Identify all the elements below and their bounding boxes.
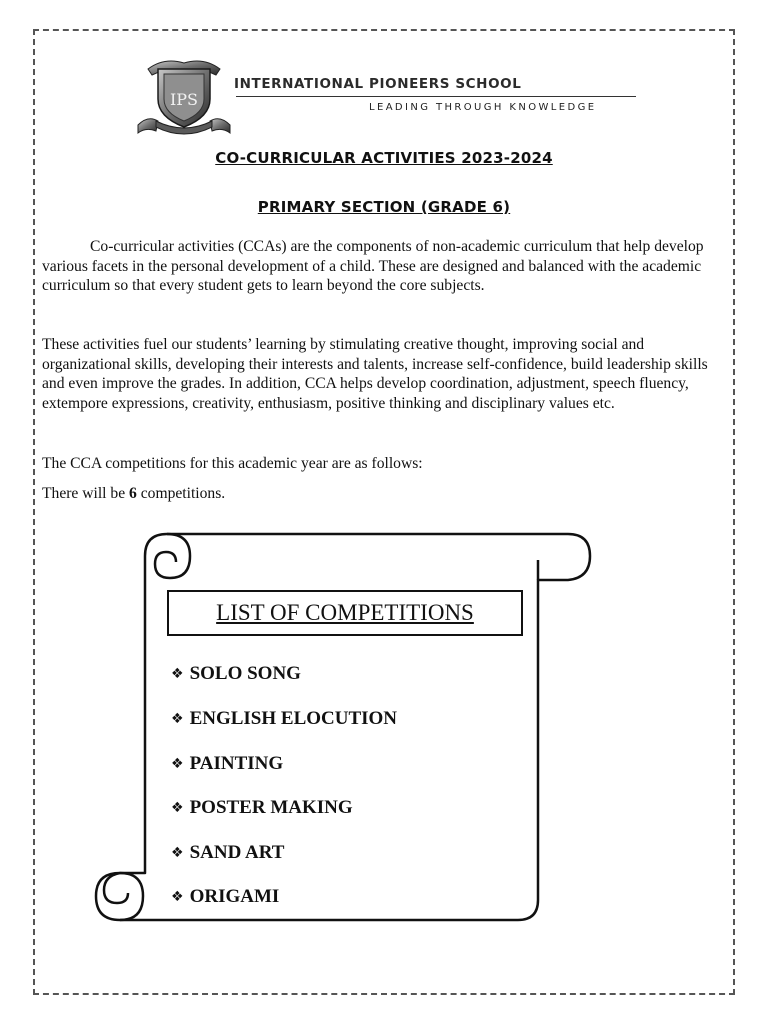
- competitions-intro: The CCA competitions for this academic year are as follows:: [42, 455, 423, 472]
- list-item: [171, 797, 353, 819]
- list-item: [171, 753, 283, 775]
- benefits-paragraph: These activities fuel our students’ learning by stimulating creative thought, improving social and organizational skills, developing their interests and talents, increase self-confidence, build leadership skills and even improve the grades. In addition, CCA helps develop coordination, adjustment, speech fluency, extempore expressions, creativity, enthusiasm, positive thinking and disciplinary values etc.: [42, 336, 708, 412]
- school-motto: LEADING THROUGH KNOWLEDGE: [369, 102, 597, 113]
- diamond-bullet-icon: ❖: [171, 756, 184, 772]
- document-subtitle: PRIMARY SECTION (GRADE 6): [257, 198, 511, 216]
- competition-name: SOLO SONG: [189, 663, 301, 684]
- competition-name: ORIGAMI: [189, 886, 280, 907]
- diamond-bullet-icon: ❖: [171, 711, 184, 727]
- svg-text:IPS: IPS: [169, 90, 199, 109]
- competitions-heading-box: [167, 590, 523, 636]
- school-name: INTERNATIONAL PIONEERS SCHOOL: [234, 76, 522, 92]
- count-prefix: There will be: [42, 485, 130, 502]
- competition-count: 6: [129, 485, 137, 502]
- diamond-bullet-icon: ❖: [171, 666, 184, 682]
- diamond-bullet-icon: ❖: [171, 889, 184, 905]
- list-item: [171, 708, 397, 730]
- list-item: [171, 663, 301, 685]
- diamond-bullet-icon: ❖: [171, 845, 184, 861]
- list-item: [171, 842, 284, 864]
- competition-name: PAINTING: [189, 753, 284, 774]
- competition-name: POSTER MAKING: [189, 797, 353, 818]
- list-item: [171, 886, 279, 908]
- competition-name: ENGLISH ELOCUTION: [189, 708, 398, 729]
- competitions-heading: LIST OF COMPETITIONS: [216, 600, 474, 625]
- document-title: CO-CURRICULAR ACTIVITIES 2023-2024: [215, 149, 553, 167]
- intro-paragraph: Co-curricular activities (CCAs) are the components of non-academic curriculum that help develop various facets in the personal development of a child. These are designed and balanced with the academic curriculum so that every student gets to learn beyond the core subjects.: [42, 238, 704, 295]
- competition-name: SAND ART: [189, 842, 285, 863]
- diamond-bullet-icon: ❖: [171, 800, 184, 816]
- count-suffix: competitions.: [136, 485, 226, 502]
